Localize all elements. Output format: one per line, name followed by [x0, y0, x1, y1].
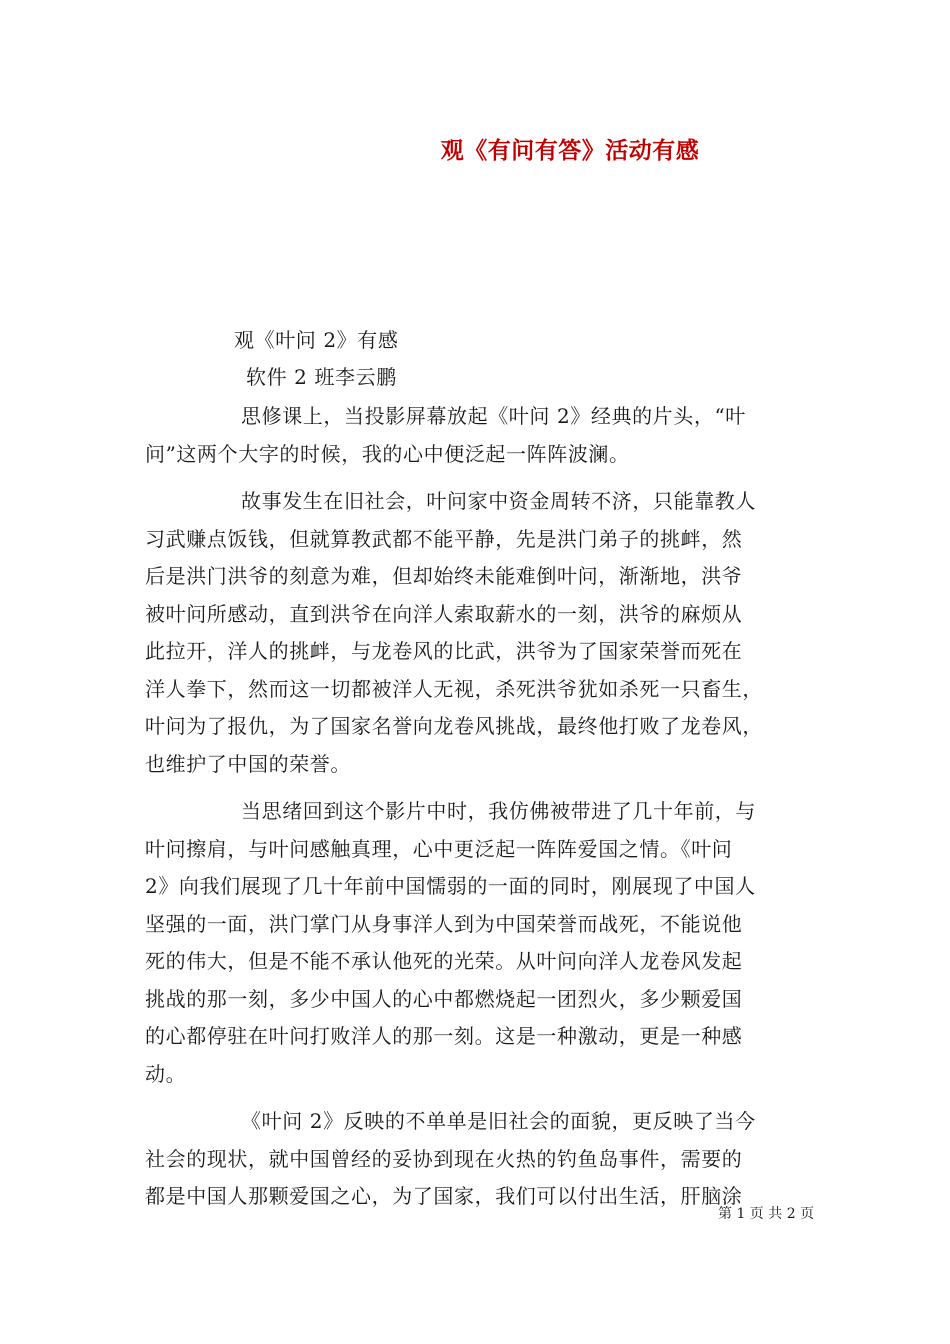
paragraph-line: 洋人拳下，然而这一切都被洋人无视，杀死洪爷犹如杀死一只畜生， — [145, 676, 763, 701]
paragraph-line: 动。 — [145, 1061, 187, 1086]
page-title: 观《有问有答》活动有感 — [440, 137, 700, 164]
paragraph-line: 问”这两个大字的时候，我的心中便泛起一阵阵波澜。 — [145, 441, 630, 466]
paragraph-line: 后是洪门洪爷的刻意为难，但却始终未能难倒叶问，渐渐地，洪爷 — [145, 564, 743, 588]
paragraph-line: 死的伟大，但是不能不承认他死的光荣。从叶问向洋人龙卷风发起 — [145, 949, 743, 973]
paragraph-line: 思修课上，当投影屏幕放起《叶问 2》经典的片头，“叶 — [241, 404, 746, 428]
paragraph-line: 的心都停驻在叶问打败洋人的那一刻。这是一种激动，更是一种感 — [145, 1024, 743, 1048]
paragraph-line: 也维护了中国的荣誉。 — [145, 751, 351, 776]
paragraph-line: 被叶问所感动，直到洪爷在向洋人索取薪水的一刻，洪爷的麻烦从 — [145, 601, 743, 626]
paragraph — [145, 1103, 815, 1216]
paragraph-line: 2》向我们展现了几十年前中国懦弱的一面的同时，刚展现了中国人 — [145, 874, 756, 898]
paragraph-line: 叶问擦肩，与叶问感触真理，心中更泛起一阵阵爱国之情。《叶问 — [145, 836, 733, 861]
paragraph-line: 社会的现状，就中国曾经的妥协到现在火热的钓鱼岛事件，需要的 — [145, 1146, 743, 1171]
paragraph — [145, 483, 815, 783]
paragraph-line: 此拉开，洋人的挑衅，与龙卷风的比武，洪爷为了国家荣誉而死在 — [145, 639, 743, 663]
paragraph-line: 都是中国人那颗爱国之心，为了国家，我们可以付出生活，肝脑涂 — [145, 1184, 743, 1208]
paragraph-line: 坚强的一面，洪门掌门从身事洋人到为中国荣誉而战死，不能说他 — [145, 911, 743, 936]
paragraph-line: 挑战的那一刻，多少中国人的心中都燃烧起一团烈火，多少颗爱国 — [145, 986, 743, 1011]
paragraph — [145, 398, 815, 473]
paragraph-line: 叶问为了报仇，为了国家名誉向龙卷风挑战，最终他打败了龙卷风， — [145, 714, 763, 738]
paragraph-line: 《叶问 2》反映的不单单是旧社会的面貌，更反映了当今 — [241, 1109, 756, 1133]
paragraph-line: 当思绪回到这个影片中时，我仿佛被带进了几十年前，与 — [241, 799, 756, 823]
paragraph — [145, 793, 815, 1093]
paragraph-line: 习武赚点饭钱，但就算教武都不能平静，先是洪门弟子的挑衅，然 — [145, 526, 743, 551]
subtitle: 观《叶问 2》有感 — [234, 328, 399, 352]
body-text — [145, 398, 815, 1216]
page-footer: 第 1 页 共 2 页 — [718, 1206, 815, 1222]
paragraph-line: 故事发生在旧社会，叶问家中资金周转不济，只能靠教人 — [241, 489, 756, 513]
author-line: 软件 2 班李云鹏 — [246, 365, 397, 389]
